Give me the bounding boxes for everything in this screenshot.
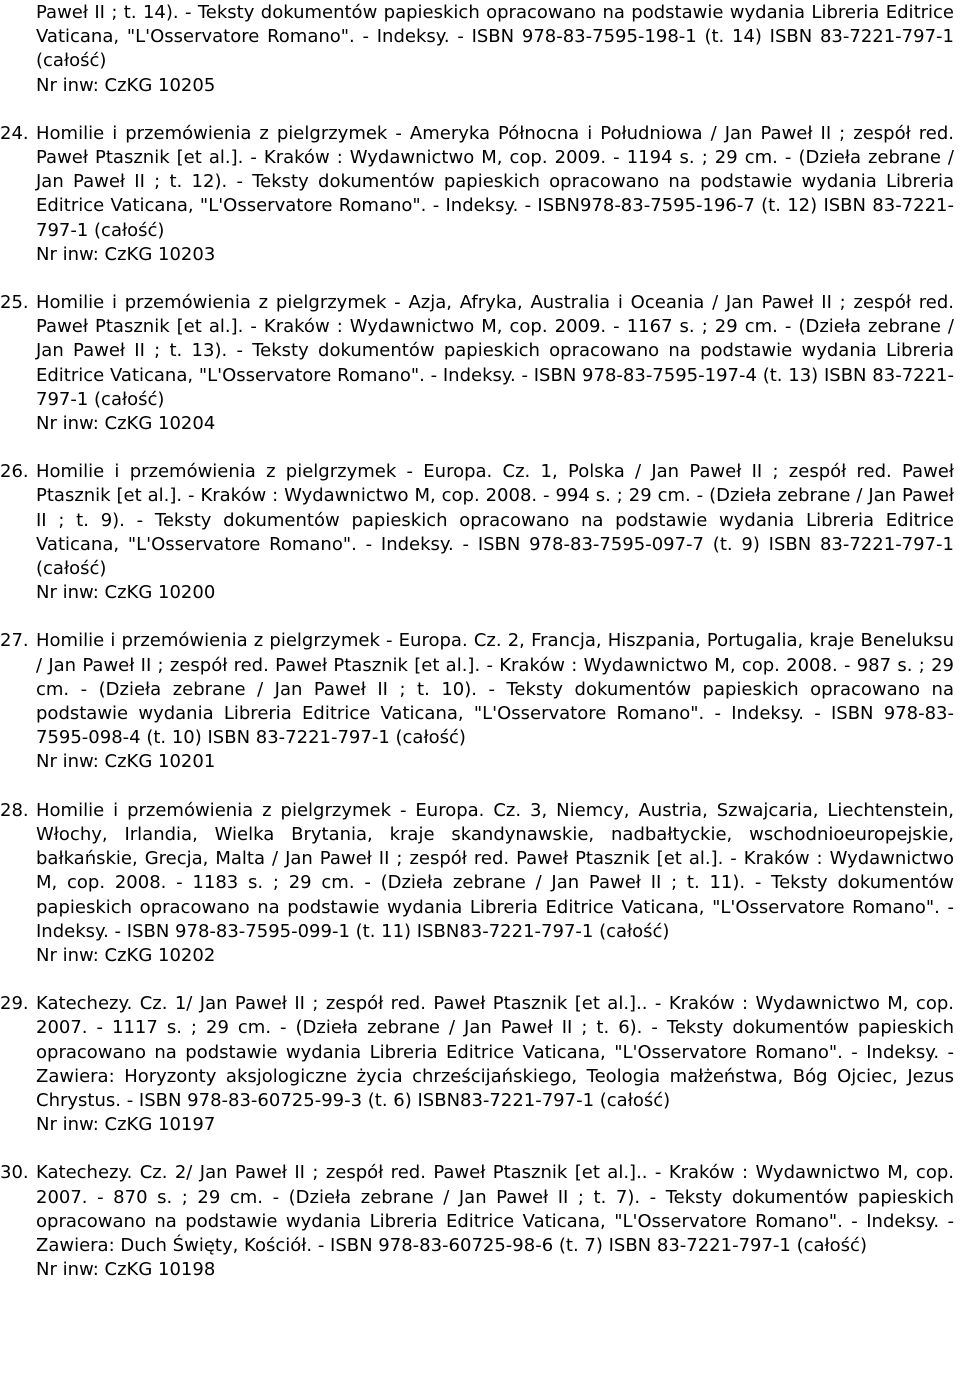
catalog-entry-27 xyxy=(0,629,954,774)
entry-text: Homilie i przemówienia z pielgrzymek - Europa. Cz. 3, Niemcy, Austria, Szwajcaria, Liechtenstein, Włochy, Irlandia, Wielka Brytania, kraje skandynawskie, nadbałtyckie, wschodnioeuropejskie, bałkańskie, Grecja, Malta / Jan Paweł II ; zespół red. Paweł Ptasznik [et al.]. - Kraków : Wydawnictwo M, cop. 2008. - 1183 s. ; 29 cm. - (Dzieła zebrane / Jan Paweł II ; t. 11). - Teksty dokumentów papieskich opracowano na podstawie wydania Libreria Editrice Vaticana, "L'Osservatore Romano". - Indeksy. - ISBN 978-83-7595-099-1 (t. 11) ISBN83-7221-797-1 (całość) xyxy=(36,799,954,942)
catalog-entry-30 xyxy=(0,1161,954,1282)
entry-number: 26. xyxy=(0,461,29,483)
inventory-number: Nr inw: CzKG 10205 xyxy=(36,74,216,96)
entry-number: 29. xyxy=(0,993,29,1015)
entry-text: Homilie i przemówienia z pielgrzymek - Ameryka Północna i Południowa / Jan Paweł II ; zespół red. Paweł Ptasznik [et al.]. - Kraków : Wydawnictwo M, cop. 2009. - 1194 s. ; 29 cm. - (Dzieła zebrane / Jan Paweł II ; t. 12). - Teksty dokumentów papieskich opracowano na podstawie wydania Libreria Editrice Vaticana, "L'Osservatore Romano". - Indeksy. - ISBN978-83-7595-196-7 (t. 12) ISBN 83-7221-797-1 (całość) xyxy=(36,122,954,241)
catalog-entry-24 xyxy=(0,122,954,267)
intro-text: Paweł II ; t. 14). - Teksty dokumentów papieskich opracowano na podstawie wydania Libreria Editrice Vaticana, "L'Osservatore Romano". - Indeksy. - ISBN 978-83-7595-198-1 (t. 14) ISBN 83-7221-797-1 (całość) xyxy=(36,2,954,72)
entry-text: Homilie i przemówienia z pielgrzymek - Europa. Cz. 2, Francja, Hiszpania, Portugalia, kraje Beneluksu / Jan Paweł II ; zespół red. Paweł Ptasznik [et al.]. - Kraków : Wydawnictwo M, cop. 2008. - 987 s. ; 29 cm. - (Dzieła zebrane / Jan Paweł II ; t. 10). - Teksty dokumentów papieskich opracowano na podstawie wydania Libreria Editrice Vaticana, "L'Osservatore Romano". - Indeksy. - ISBN 978-83-7595-098-4 (t. 10) ISBN 83-7221-797-1 (całość) xyxy=(36,630,954,749)
entry-number: 24. xyxy=(0,122,29,144)
inventory-number: Nr inw: CzKG 10198 xyxy=(36,1259,216,1281)
entry-number: 30. xyxy=(0,1162,29,1184)
entry-text: Homilie i przemówienia z pielgrzymek - Europa. Cz. 1, Polska / Jan Paweł II ; zespół red. Paweł Ptasznik [et al.]. - Kraków : Wydawnictwo M, cop. 2008. - 994 s. ; 29 cm. - (Dzieła zebrane / Jan Paweł II ; t. 9). - Teksty dokumentów papieskich opracowano na podstawie wydania Libreria Editrice Vaticana, "L'Osservatore Romano". - Indeksy. - ISBN 978-83-7595-097-7 (t. 9) ISBN 83-7221-797-1 (całość) xyxy=(36,461,954,580)
catalog-entry-28 xyxy=(0,799,954,968)
entry-text: Homilie i przemówienia z pielgrzymek - Azja, Afryka, Australia i Oceania / Jan Paweł II ; zespół red. Paweł Ptasznik [et al.]. - Kraków : Wydawnictwo M, cop. 2009. - 1167 s. ; 29 cm. - (Dzieła zebrane / Jan Paweł II ; t. 13). - Teksty dokumentów papieskich opracowano na podstawie wydania Libreria Editrice Vaticana, "L'Osservatore Romano". - Indeksy. - ISBN 978-83-7595-197-4 (t. 13) ISBN 83-7221-797-1 (całość) xyxy=(36,292,954,410)
intro-entry xyxy=(36,0,954,98)
inventory-number: Nr inw: CzKG 10203 xyxy=(36,243,216,265)
inventory-number: Nr inw: CzKG 10202 xyxy=(36,944,216,966)
entry-text: Katechezy. Cz. 1/ Jan Paweł II ; zespół red. Paweł Ptasznik [et al.].. - Kraków : Wydawnictwo M, cop. 2007. - 1117 s. ; 29 cm. - (Dzieła zebrane / Jan Paweł II ; t. 6). - Teksty dokumentów papieskich opracowano na podstawie wydania Libreria Editrice Vaticana, "L'Osservatore Romano". - Indeksy. - Zawiera: Horyzonty aksjologiczne życia chrześcijańskiego, Teologia małżeństwa, Bóg Ojciec, Jezus Chrystus. - ISBN 978-83-60725-99-3 (t. 6) ISBN83-7221-797-1 (całość) xyxy=(36,993,954,1111)
catalog-entry-26 xyxy=(0,460,954,605)
inventory-number: Nr inw: CzKG 10204 xyxy=(36,413,216,435)
catalog-entry-25 xyxy=(0,291,954,436)
inventory-number: Nr inw: CzKG 10201 xyxy=(36,751,216,773)
inventory-number: Nr inw: CzKG 10200 xyxy=(36,582,216,604)
entry-number: 28. xyxy=(0,799,29,821)
entry-text: Katechezy. Cz. 2/ Jan Paweł II ; zespół red. Paweł Ptasznik [et al.].. - Kraków : Wydawnictwo M, cop. 2007. - 870 s. ; 29 cm. - (Dzieła zebrane / Jan Paweł II ; t. 7). - Teksty dokumentów papieskich opracowano na podstawie wydania Libreria Editrice Vaticana, "L'Osservatore Romano". - Indeksy. - Zawiera: Duch Święty, Kościół. - ISBN 978-83-60725-98-6 (t. 7) ISBN 83-7221-797-1 (całość) xyxy=(36,1162,954,1256)
entry-number: 25. xyxy=(0,292,29,314)
entry-number: 27. xyxy=(0,630,29,652)
inventory-number: Nr inw: CzKG 10197 xyxy=(36,1114,216,1136)
catalog-entry-29 xyxy=(0,992,954,1137)
